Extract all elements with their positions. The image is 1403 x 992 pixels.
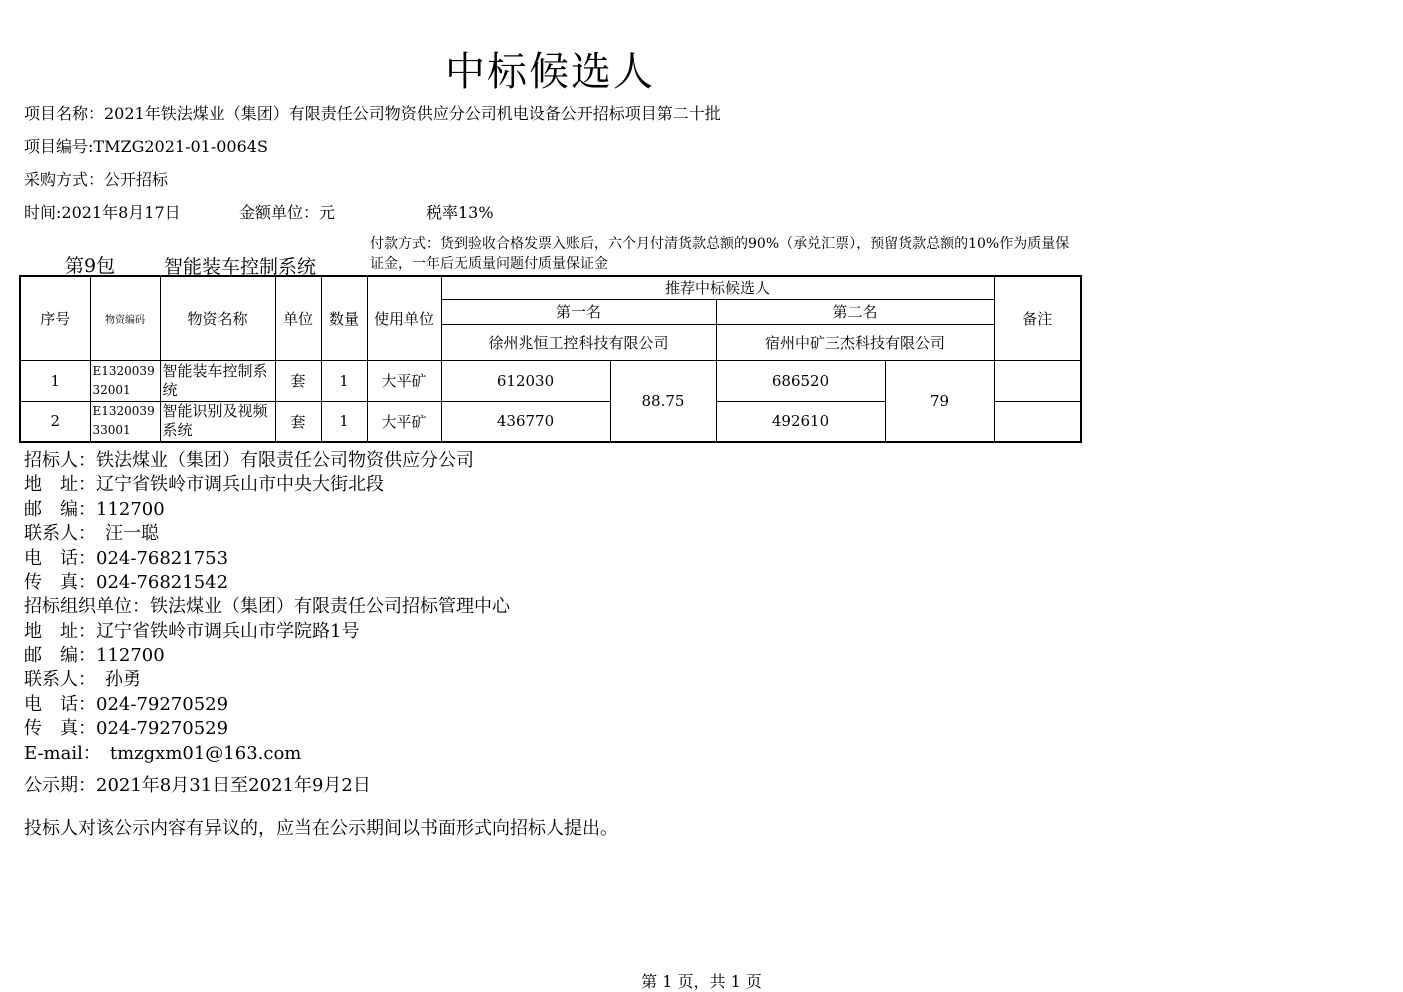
package-name: 智能装车控制系统 — [164, 256, 317, 278]
header-qty: 数量 — [321, 276, 367, 360]
page-footer: 第 1 页，共 1 页 — [641, 972, 762, 991]
row-second-price: 492610 — [716, 401, 885, 442]
header-unit: 单位 — [275, 276, 321, 360]
project-number: 项目编号:TMZG2021-01-0064S — [24, 137, 268, 156]
row-code: E132003933001 — [90, 401, 160, 442]
time: 时间:2021年8月17日 — [24, 203, 181, 222]
row-unit: 套 — [275, 360, 321, 401]
amount-unit: 金额单位：元 — [239, 203, 336, 222]
tenderer: 招标人：铁法煤业（集团）有限责任公司物资供应分公司 — [24, 450, 474, 471]
procurement-method: 采购方式：公开招标 — [24, 170, 169, 189]
table-row — [20, 360, 1081, 401]
row-remark — [994, 401, 1081, 442]
tenderer-address: 地 址：辽宁省铁岭市调兵山市中央大街北段 — [24, 474, 384, 495]
header-seq: 序号 — [20, 276, 90, 360]
row-first-price: 436770 — [441, 401, 610, 442]
package-number: 第9包 — [65, 255, 116, 277]
row-user: 大平矿 — [367, 360, 441, 401]
tenderer-postcode: 邮 编：112700 — [24, 499, 165, 520]
row-qty: 1 — [321, 401, 367, 442]
row-second-price: 686520 — [716, 360, 885, 401]
payment-terms: 付款方式：货到验收合格发票入账后，六个月付清货款总额的90%（承兑汇票），预留货款总额的10%作为质量保证金，一年后无质量问题付质量保证金 — [370, 236, 1070, 272]
row-first-price: 612030 — [441, 360, 610, 401]
header-remark: 备注 — [994, 276, 1081, 360]
tax-rate: 税率13% — [426, 203, 494, 222]
agency-fax: 传 真：024-79270529 — [24, 718, 229, 739]
agency: 招标组织单位：铁法煤业（集团）有限责任公司招标管理中心 — [24, 596, 510, 617]
first-company: 徐州兆恒工控科技有限公司 — [441, 324, 716, 360]
header-recommend: 推荐中标候选人 — [441, 276, 994, 299]
row-user: 大平矿 — [367, 401, 441, 442]
agency-postcode: 邮 编：112700 — [24, 645, 165, 666]
header-name: 物资名称 — [160, 276, 275, 360]
row-unit: 套 — [275, 401, 321, 442]
page-title: 中标候选人 — [445, 49, 655, 95]
row-remark — [994, 360, 1081, 401]
objection-note: 投标人对该公示内容有异议的，应当在公示期间以书面形式向招标人提出。 — [24, 818, 618, 839]
second-score: 79 — [885, 360, 994, 442]
candidate-table — [19, 275, 1082, 443]
row-code: E132003932001 — [90, 360, 160, 401]
header-code: 物资编码 — [90, 276, 160, 360]
row-qty: 1 — [321, 360, 367, 401]
tenderer-contact: 联系人： 汪一聪 — [24, 523, 159, 544]
tenderer-phone: 电 话：024-76821753 — [24, 548, 229, 569]
row-name: 智能装车控制系统 — [160, 360, 275, 401]
agency-email: E-mail： tmzgxm01@163.com — [24, 743, 302, 764]
agency-address: 地 址：辽宁省铁岭市调兵山市学院路1号 — [24, 621, 360, 642]
row-seq: 2 — [20, 401, 90, 442]
agency-contact: 联系人： 孙勇 — [24, 669, 141, 690]
tenderer-fax: 传 真：024-76821542 — [24, 572, 229, 593]
header-second: 第二名 — [716, 299, 994, 324]
agency-phone: 电 话：024-79270529 — [24, 694, 229, 715]
row-name: 智能识别及视频系统 — [160, 401, 275, 442]
first-score: 88.75 — [610, 360, 716, 442]
header-first: 第一名 — [441, 299, 716, 324]
row-seq: 1 — [20, 360, 90, 401]
second-company: 宿州中矿三杰科技有限公司 — [716, 324, 994, 360]
project-name: 项目名称：2021年铁法煤业（集团）有限责任公司物资供应分公司机电设备公开招标项目第二十批 — [24, 104, 721, 123]
header-user: 使用单位 — [367, 276, 441, 360]
notice-period: 公示期：2021年8月31日至2021年9月2日 — [24, 775, 371, 796]
